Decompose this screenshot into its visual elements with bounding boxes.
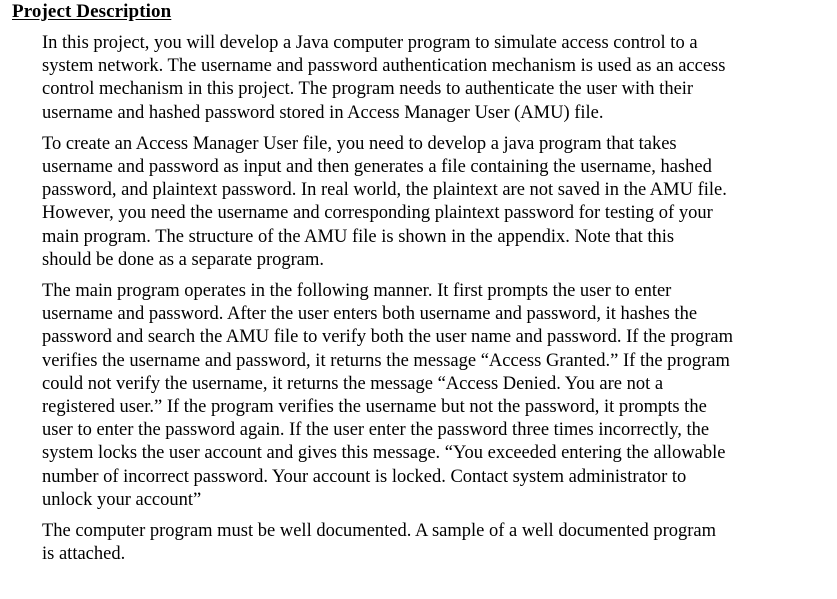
text-line: password, and plaintext password. In real world, the plaintext are not saved in the AMU file. xyxy=(42,180,727,201)
text-line: system network. The username and password authentication mechanism is used as an access xyxy=(42,56,726,77)
text-line: username and hashed password stored in Access Manager User (AMU) file. xyxy=(42,102,604,123)
text-line: main program. The structure of the AMU file is shown in the appendix. Note that this xyxy=(42,226,675,247)
paragraph-amu-file xyxy=(42,133,802,272)
paragraph-intro xyxy=(42,32,802,125)
text-line: username and password as input and then generates a file containing the username, hashed xyxy=(42,157,712,178)
text-line: The computer program must be well documented. A sample of a well documented program xyxy=(42,521,717,542)
text-line: should be done as a separate program. xyxy=(42,249,325,270)
text-line: In this project, you will develop a Java computer program to simulate access control to a xyxy=(42,33,698,53)
text-line: The main program operates in the following manner. It first prompts the user to enter xyxy=(42,281,672,302)
text-line: is attached. xyxy=(42,544,126,565)
text-line: could not verify the username, it returns the message “Access Denied. You are not a xyxy=(42,373,664,394)
text-line: number of incorrect password. Your account is locked. Contact system administrator to xyxy=(42,466,687,487)
text-line: verifies the username and password, it returns the message “Access Granted.” If the program xyxy=(42,350,730,371)
text-line: registered user.” If the program verifies the username but not the password, it prompts the xyxy=(42,397,707,418)
text-line: However, you need the username and corresponding plaintext password for testing of your xyxy=(42,203,713,224)
paragraph-documentation xyxy=(42,520,802,566)
section-heading: Project Description xyxy=(12,1,172,22)
text-line: unlock your account” xyxy=(42,489,202,510)
text-line: system locks the user account and gives this message. “You exceeded entering the allowable xyxy=(42,443,726,464)
text-line: To create an Access Manager User file, you need to develop a java program that takes xyxy=(42,133,677,154)
text-line: user to enter the password again. If the user enter the password three times incorrectly, the xyxy=(42,420,710,441)
text-line: username and password. After the user enters both username and password, it hashes the xyxy=(42,304,698,325)
text-line: control mechanism in this project. The program needs to authenticate the user with their xyxy=(42,79,694,100)
document-body xyxy=(42,32,802,574)
text-line: password and search the AMU file to verify both the user name and password. If the program xyxy=(42,327,733,348)
paragraph-main-program xyxy=(42,280,802,512)
